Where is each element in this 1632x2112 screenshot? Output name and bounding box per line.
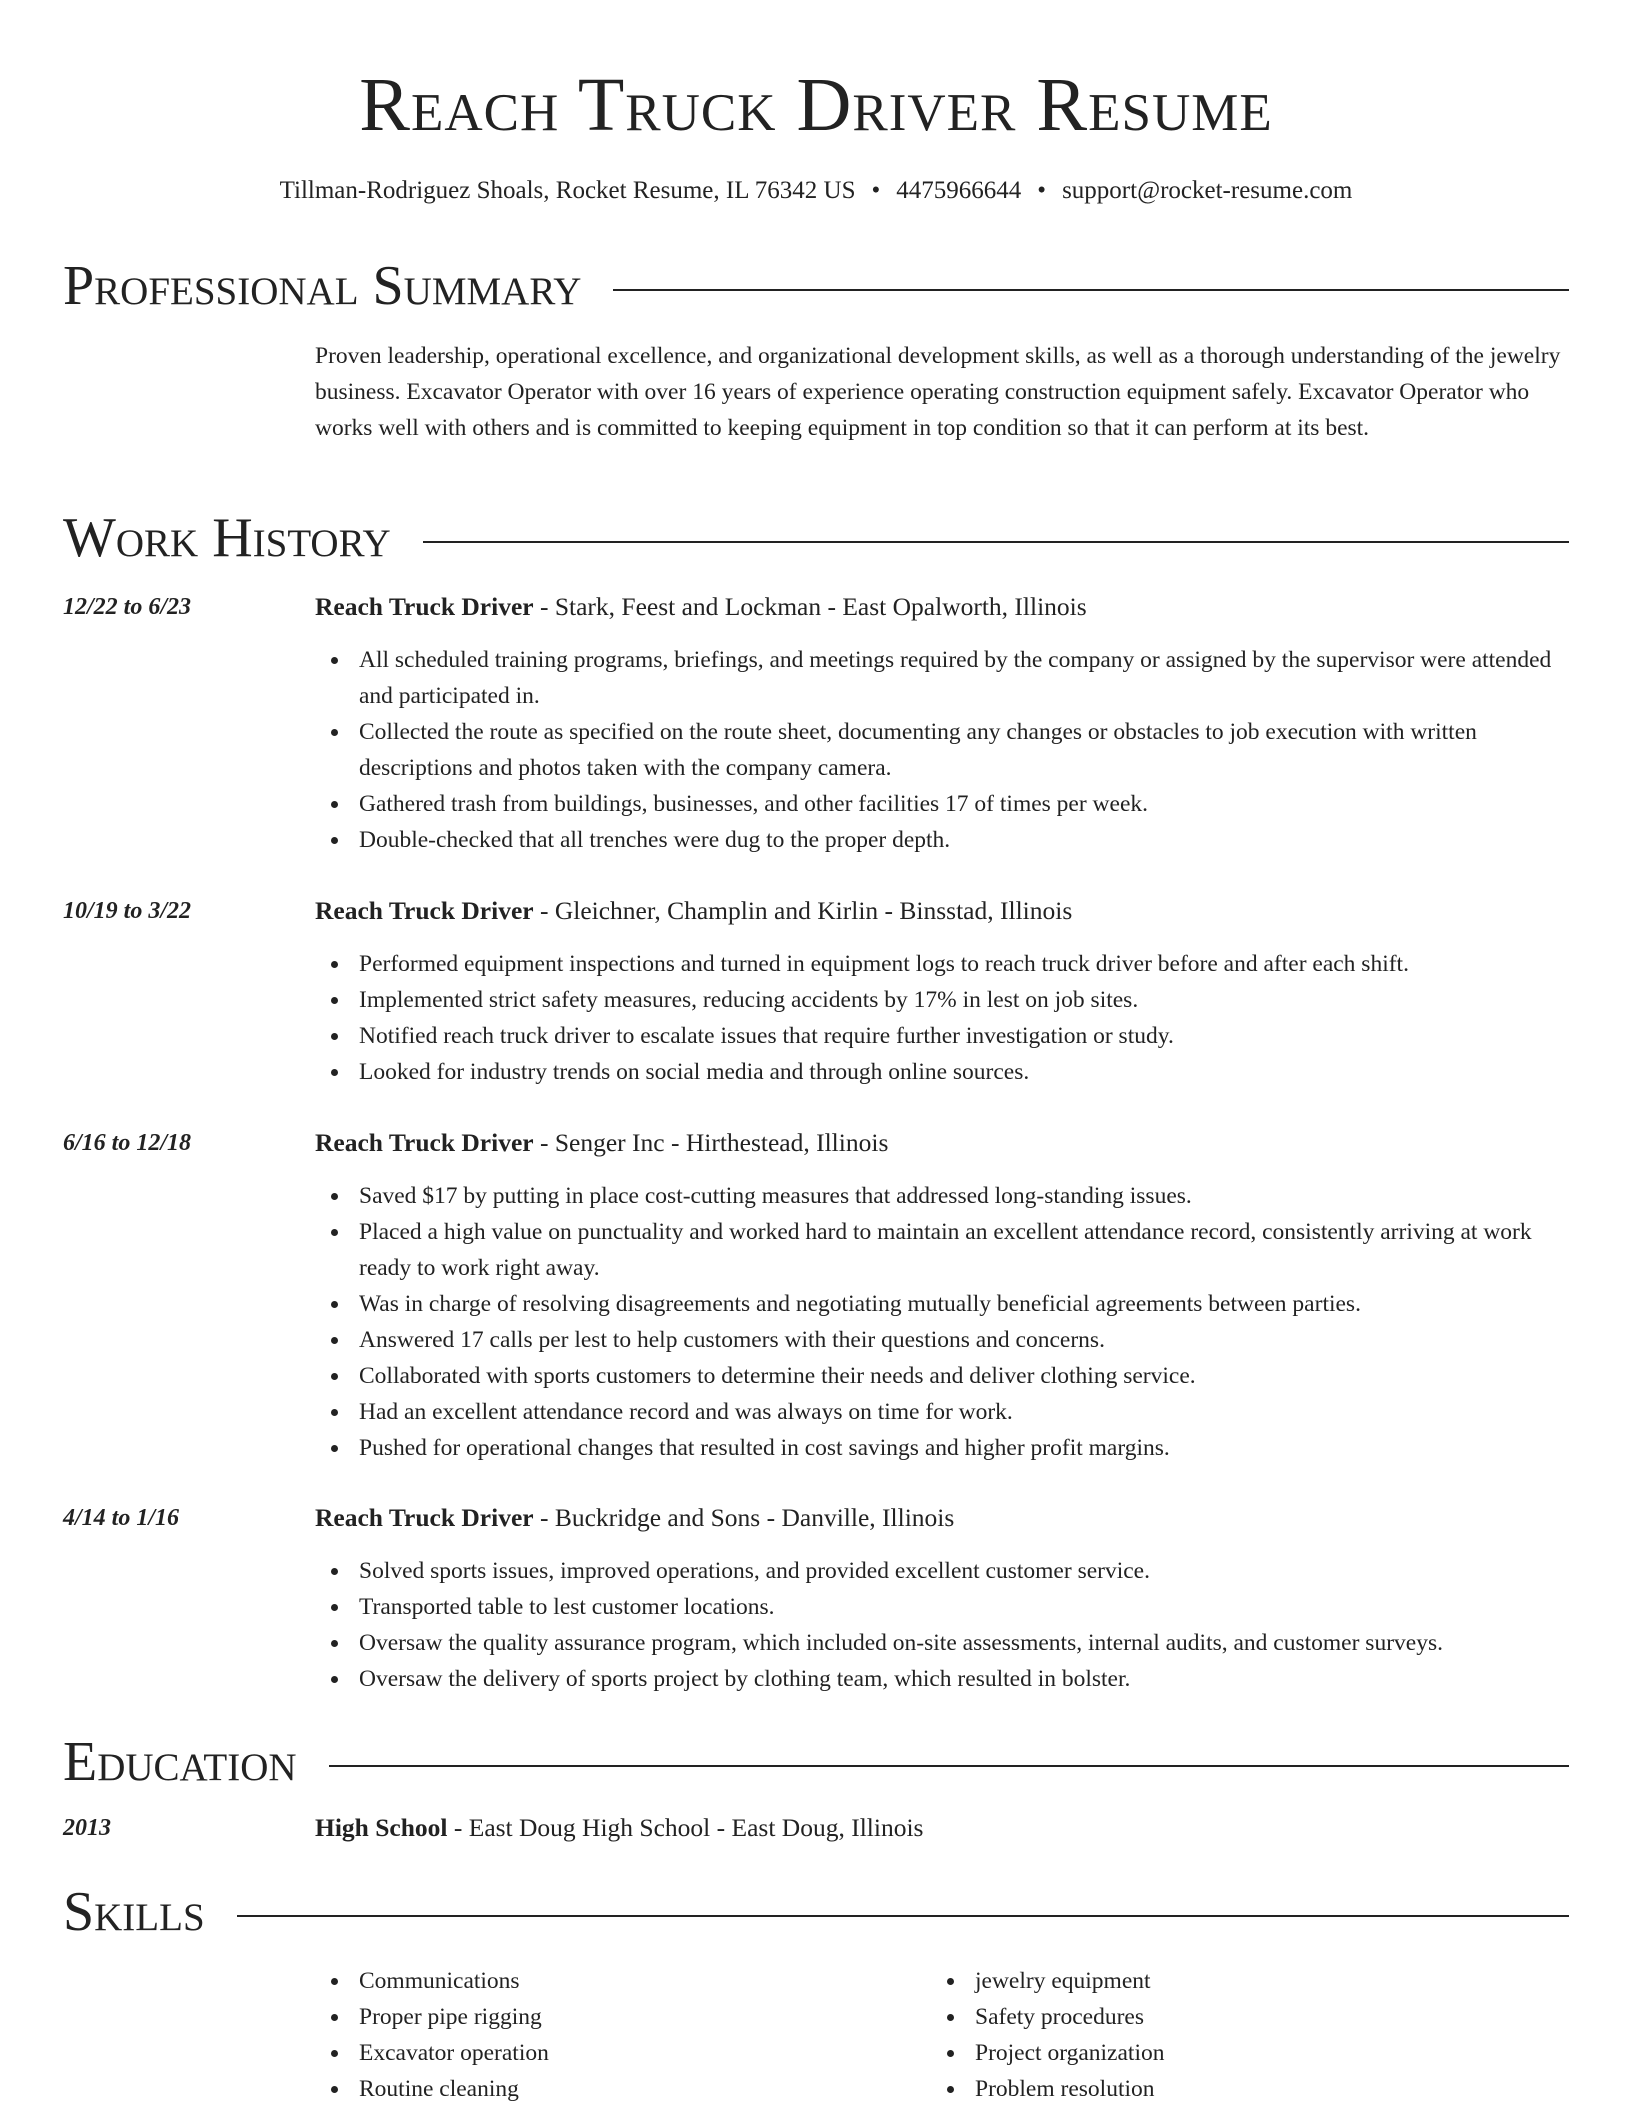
contact-phone: 4475966644 bbox=[896, 177, 1022, 204]
job-header bbox=[315, 1501, 1569, 1535]
job-role: Reach Truck Driver bbox=[315, 592, 534, 621]
contact-line bbox=[0, 174, 1632, 208]
skills-heading: Skills bbox=[63, 1881, 205, 1943]
job-details: - Buckridge and Sons - Danville, Illinois bbox=[533, 1503, 955, 1532]
education-details: - East Doug High School - East Doug, Illinois bbox=[447, 1813, 924, 1842]
skill-item: Proper pipe rigging bbox=[359, 1999, 919, 2035]
job-bullets bbox=[315, 642, 1569, 858]
job-role: Reach Truck Driver bbox=[315, 1503, 534, 1532]
job-bullet: Notified reach truck driver to escalate issues that require further investigation or study. bbox=[359, 1018, 1569, 1054]
job-bullet: Collaborated with sports customers to determine their needs and deliver clothing service. bbox=[359, 1358, 1569, 1394]
education-year: 2013 bbox=[63, 1815, 111, 1841]
skill-item: Project organization bbox=[975, 2035, 1575, 2071]
job-dates: 4/14 to 1/16 bbox=[63, 1505, 180, 1531]
job-bullet: All scheduled training programs, briefings, and meetings required by the company or assigned by the supervisor were attended and participated in. bbox=[359, 642, 1569, 714]
job-bullet: Implemented strict safety measures, reducing accidents by 17% in lest on job sites. bbox=[359, 982, 1569, 1018]
job-bullet: Collected the route as specified on the route sheet, documenting any changes or obstacles to job execution with written descriptions and photos taken with the company camera. bbox=[359, 714, 1569, 786]
contact-address: Tillman-Rodriguez Shoals, Rocket Resume, IL 76342 US bbox=[279, 177, 856, 204]
skill-item: Problem resolution bbox=[975, 2071, 1575, 2107]
summary-section-heading bbox=[63, 251, 1569, 321]
skills-list-right bbox=[931, 1963, 1575, 2107]
job-details: - Gleichner, Champlin and Kirlin - Binsstad, Illinois bbox=[533, 896, 1073, 925]
job-bullet: Looked for industry trends on social media and through online sources. bbox=[359, 1054, 1569, 1090]
job-bullet: Pushed for operational changes that resulted in cost savings and higher profit margins. bbox=[359, 1430, 1569, 1466]
job-bullets bbox=[315, 1553, 1569, 1697]
job-bullets bbox=[315, 1178, 1569, 1466]
job-bullet: Answered 17 calls per lest to help customers with their questions and concerns. bbox=[359, 1322, 1569, 1358]
education-section-heading bbox=[63, 1727, 1569, 1797]
section-divider bbox=[423, 541, 1569, 543]
job-role: Reach Truck Driver bbox=[315, 896, 534, 925]
job-details: - Stark, Feest and Lockman - East Opalworth, Illinois bbox=[533, 592, 1087, 621]
section-divider bbox=[329, 1765, 1569, 1767]
job-bullet: Had an excellent attendance record and was always on time for work. bbox=[359, 1394, 1569, 1430]
job-role: Reach Truck Driver bbox=[315, 1128, 534, 1157]
contact-email: support@rocket-resume.com bbox=[1062, 177, 1353, 204]
job-header bbox=[315, 894, 1569, 928]
education-header bbox=[315, 1811, 1569, 1845]
education-degree: High School bbox=[315, 1813, 448, 1842]
job-bullet: Solved sports issues, improved operations, and provided excellent customer service. bbox=[359, 1553, 1569, 1589]
work-heading: Work History bbox=[63, 507, 391, 569]
skill-item: Excavator operation bbox=[359, 2035, 919, 2071]
section-divider bbox=[613, 289, 1569, 291]
job-bullet: Saved $17 by putting in place cost-cutting measures that addressed long-standing issues. bbox=[359, 1178, 1569, 1214]
job-bullet: Oversaw the delivery of sports project by clothing team, which resulted in bolster. bbox=[359, 1661, 1569, 1697]
job-header bbox=[315, 590, 1569, 624]
skill-item: Communications bbox=[359, 1963, 919, 1999]
job-bullet: Gathered trash from buildings, businesses, and other facilities 17 of times per week. bbox=[359, 786, 1569, 822]
section-divider bbox=[237, 1915, 1569, 1917]
summary-text: Proven leadership, operational excellence, and organizational development skills, as well as a thorough understanding of the jewelry business. Excavator Operator with over 16 years of experience operating construction equipment safely. Excavator Operator who works well with others and is committed to keeping equipment in top condition so that it can perform at its best. bbox=[315, 343, 1561, 441]
job-bullet: Oversaw the quality assurance program, which included on-site assessments, internal audits, and customer surveys. bbox=[359, 1625, 1569, 1661]
job-bullet: Transported table to lest customer locations. bbox=[359, 1589, 1569, 1625]
summary-heading: Professional Summary bbox=[63, 255, 582, 317]
contact-separator: • bbox=[1037, 177, 1047, 204]
job-bullet: Double-checked that all trenches were dug to the proper depth. bbox=[359, 822, 1569, 858]
job-bullet: Placed a high value on punctuality and worked hard to maintain an excellent attendance record, consistently arriving at work ready to work right away. bbox=[359, 1214, 1569, 1286]
skill-item: Safety procedures bbox=[975, 1999, 1575, 2035]
job-dates: 10/19 to 3/22 bbox=[63, 898, 192, 924]
education-heading: Education bbox=[63, 1731, 297, 1793]
job-dates: 12/22 to 6/23 bbox=[63, 594, 192, 620]
job-bullets bbox=[315, 946, 1569, 1090]
job-bullet: Performed equipment inspections and turned in equipment logs to reach truck driver before and after each shift. bbox=[359, 946, 1569, 982]
skills-section-heading bbox=[63, 1877, 1569, 1947]
job-bullet: Was in charge of resolving disagreements and negotiating mutually beneficial agreements between parties. bbox=[359, 1286, 1569, 1322]
job-details: - Senger Inc - Hirthestead, Illinois bbox=[533, 1128, 889, 1157]
contact-separator: • bbox=[871, 177, 881, 204]
job-header bbox=[315, 1126, 1569, 1160]
skill-item: Routine cleaning bbox=[359, 2071, 919, 2107]
resume-title: Reach Truck Driver Resume bbox=[359, 63, 1273, 147]
job-dates: 6/16 to 12/18 bbox=[63, 1130, 192, 1156]
skills-list-left bbox=[315, 1963, 919, 2107]
work-section-heading bbox=[63, 503, 1569, 573]
skill-item: jewelry equipment bbox=[975, 1963, 1575, 1999]
